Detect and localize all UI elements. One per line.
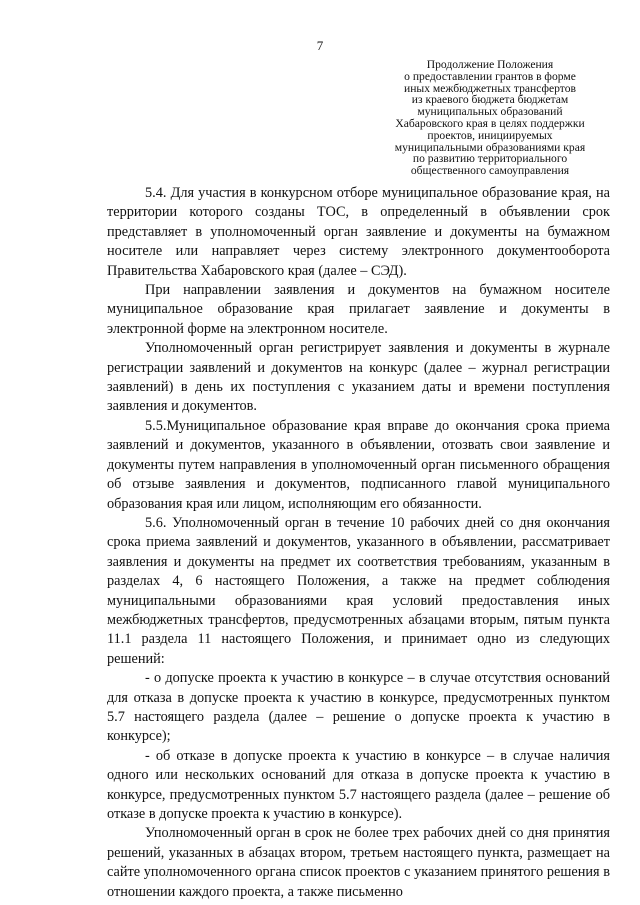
- document-header: [370, 59, 610, 177]
- paragraph-5-5: 5.5.Муниципальное образование края вправе до окончания срока приема заявлений и документов, указанного в объявлении, отозвать свои заявление и документы путем направления в уполномоченный орган письменного обращения об отзыве заявления и документов, подписанного главой муниципального образования края или лицом, исполняющим его обязанности.: [107, 417, 610, 512]
- paragraph-paper-submission: При направлении заявления и документов на бумажном носителе муниципальное образование края прилагает заявление и документы в электронной форме на электронном носителе.: [107, 282, 610, 337]
- header-line: муниципальных образований: [417, 105, 563, 119]
- header-line: общественного самоуправления: [410, 164, 570, 178]
- header-line: проектов, инициируемых: [427, 128, 553, 142]
- page-number: 7: [316, 38, 324, 53]
- header-line: иных межбюджетных трансфертов: [404, 81, 576, 95]
- header-line: о предоставлении грантов в форме: [404, 69, 576, 83]
- header-line: Продолжение Положения: [426, 58, 554, 71]
- list-item-refusal: - об отказе в допуске проекта к участию в конкурсе – в случае наличия одного или нескольких оснований для отказа в допуске проекта к участию в конкурсе, предусмотренных пунктом 5.7 настоящего раздела (далее – решение об отказе в допуске проекта к участию в конкурсе).: [107, 747, 610, 822]
- paragraph-registration: Уполномоченный орган регистрирует заявления и документы в журнале регистрации заявлений и документов на конкурс (далее – журнал регистрации заявлений) в день их поступления с указанием даты и времени поступления заявления и документов.: [107, 340, 610, 415]
- header-line: по развитию территориального: [412, 152, 568, 166]
- header-line: Хабаровского края в целях поддержки: [395, 116, 585, 130]
- document-body: [107, 184, 610, 902]
- paragraph-publication: Уполномоченный орган в срок не более трех рабочих дней со дня принятия решений, указанных в абзацах втором, третьем настоящего пункта, размещает на сайте уполномоченного органа список проектов с указанием принятого решения в отношении каждого проекта, а также письменно: [107, 825, 610, 900]
- paragraph-5-6: 5.6. Уполномоченный орган в течение 10 рабочих дней со дня окончания срока приема заявлений и документов, указанного в объявлении, рассматривает заявления и документы на предмет их соответствия требованиям, указанным в разделах 4, 6 настоящего Положения, а также на предмет соблюдения муниципальными образованиями края условий предоставления иных межбюджетных трансфертов, предусмотренных абзацами вторым, пятым пункта 11.1 раздела 11 настоящего Положения, и принимает одно из следующих решений:: [107, 514, 610, 667]
- header-line: муниципальными образованиями края: [394, 140, 586, 154]
- list-item-admission: - о допуске проекта к участию в конкурсе – в случае отсутствия оснований для отказа в допуске проекта к участию в конкурсе, предусмотренных пунктом 5.7 настоящего раздела (далее – решение о допуске проекта к участию в конкурсе);: [107, 670, 610, 745]
- paragraph-5-4: 5.4. Для участия в конкурсном отборе муниципальное образование края, на территории которого созданы ТОС, в определенный в объявлении срок представляет в уполномоченный орган заявление и документы на бумажном носителе или направляет через систему электронного документооборота Правительства Хабаровского края (далее – СЭД).: [107, 185, 610, 279]
- header-line: из краевого бюджета бюджетам: [411, 93, 569, 107]
